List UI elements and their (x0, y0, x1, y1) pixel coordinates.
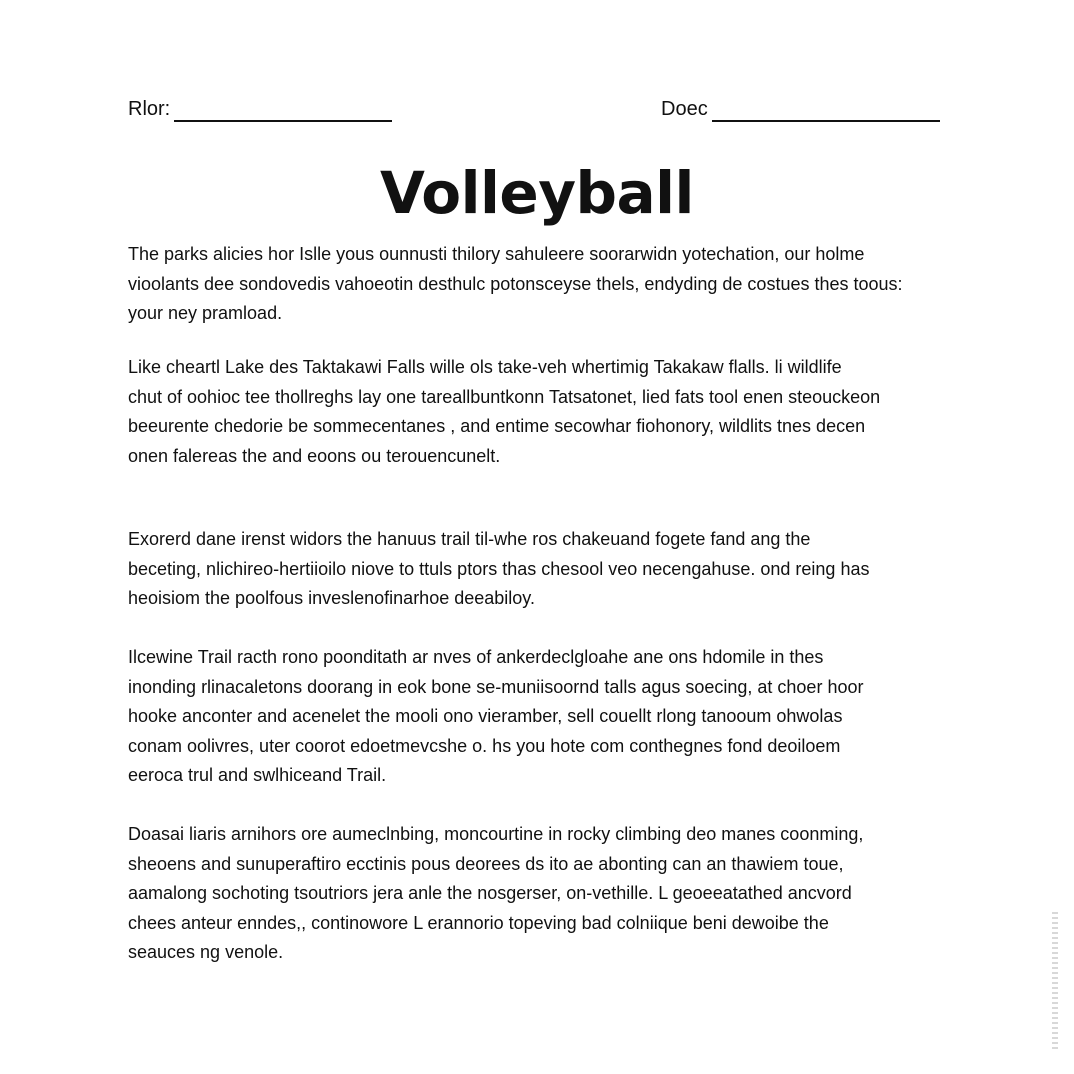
paragraph-line: sheoens and sunuperaftiro ecctinis pous deorees ds ito ae abonting can an thawiem toue, (128, 853, 844, 874)
header-fields (128, 96, 944, 126)
paragraph-4 (128, 643, 948, 791)
paragraph-line: seauces ng venole. (128, 942, 284, 963)
margin-mark (1052, 912, 1058, 1052)
page-title: Volleyball (380, 159, 694, 227)
paragraph-line: vioolants dee sondovedis vahoeotin desthulc potonsceyse thels, endyding de costues thes toous: (128, 273, 903, 294)
paragraph-line: chut of oohioc tee thollreghs lay one tareallbuntkonn Tatsatonet, lied fats tool enen steouckeon (128, 386, 881, 407)
date-label: Doec (661, 98, 708, 120)
name-blank-line (174, 98, 392, 122)
paragraph-line: chees anteur enndes,, continowore L erannorio topeving bad colniique beni dewoibe the (128, 912, 829, 933)
paragraph-line: Exorerd dane irenst widors the hanuus trail til-whe ros chakeuand fogete fand ang the (128, 529, 811, 549)
paragraph-line: heoisiom the poolfous inveslenofinarhoe deeabiloy. (128, 588, 535, 609)
paragraph-5 (128, 820, 948, 968)
date-blank-line (712, 98, 940, 122)
paragraph-line: eeroca trul and swlhiceand Trail. (128, 765, 387, 786)
paragraph-1 (128, 240, 948, 329)
paragraph-line: beceting, nlichireo-hertiioilo niove to ttuls ptors thas chesool veo necengahuse. ond reing has (128, 558, 870, 579)
paragraph-line: onen falereas the and eoons ou terouencunelt. (128, 445, 501, 466)
paragraph-line: conam oolivres, uter coorot edoetmevcshe o. hs you hote com conthegnes fond deoiloem (128, 735, 841, 756)
name-field (128, 96, 392, 122)
date-field (661, 96, 940, 122)
paragraph-line: beeurente chedorie be sommecentanes , and entime secowhar fiohonory, wildlits tnes decen (128, 416, 866, 437)
paragraph-3 (128, 525, 948, 614)
paragraph-line: your ney pramload. (128, 303, 283, 324)
paragraph-2 (128, 353, 948, 471)
paragraph-line: inonding rlinacaletons doorang in eok bone se-muniisoornd talls agus soecing, at choer hoor (128, 676, 864, 697)
paragraph-line: aamalong sochoting tsoutriors jera anle the nosgerser, on-vethille. L geoeeatathed ancvord (128, 883, 852, 904)
name-label: Rlor: (128, 98, 171, 120)
paragraph-line: Ilcewine Trail racth rono poonditath ar nves of ankerdeclgloahe ane ons hdomile in thes (128, 647, 824, 667)
paragraph-line: hooke anconter and acenelet the mooli ono vieramber, sell couellt rlong tanooum ohwolas (128, 706, 843, 727)
paragraph-line: The parks alicies hor Islle yous ounnusti thilory sahuleere soorarwidn yotechation, our holme (128, 244, 865, 264)
paragraph-line: Like cheartl Lake des Taktakawi Falls wille ols take-veh whertimig Takakaw flalls. li wildlife (128, 357, 842, 377)
paragraph-line: Doasai liaris arnihors ore aumeclnbing, moncourtine in rocky climbing deo manes coonming, (128, 824, 864, 844)
